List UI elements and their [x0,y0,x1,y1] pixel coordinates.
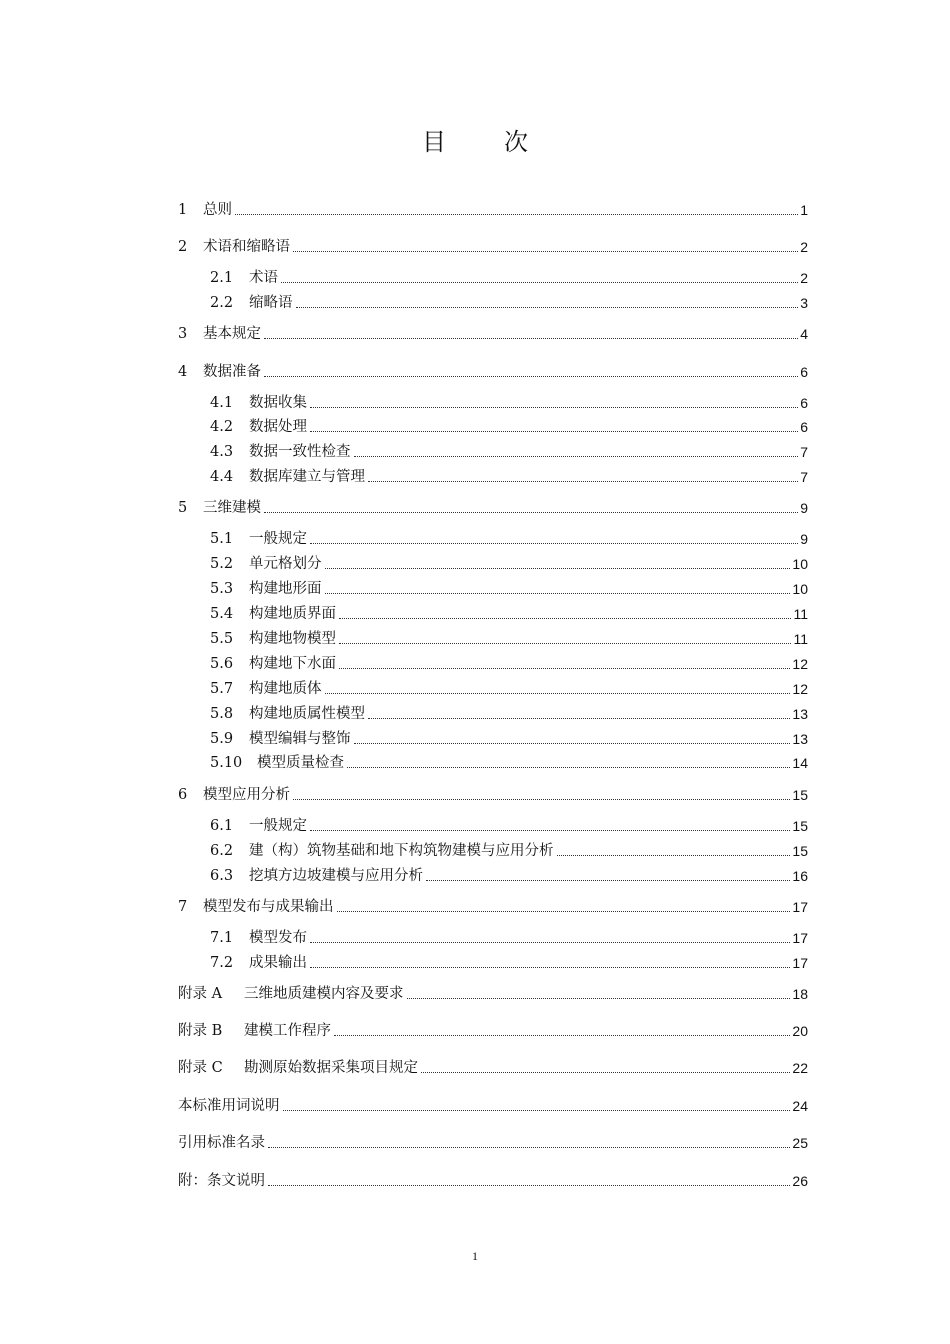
toc-entry-page: 7 [800,444,808,460]
toc-entry[interactable] [178,1058,808,1078]
toc-entry-page: 17 [792,930,808,946]
toc-entry-label: 总则 [203,202,232,218]
toc-entry-number: 7.2 [210,955,234,971]
toc-entry-label: 数据收集 [249,395,307,411]
toc-entry-page: 26 [792,1173,808,1189]
toc-entry-page: 2 [800,239,808,255]
toc-entry[interactable] [178,785,808,805]
toc-entry-label: 构建地质体 [249,681,322,697]
toc-entry-page: 4 [800,326,808,342]
toc-entry[interactable] [210,729,808,749]
toc-entry[interactable] [210,654,808,674]
toc-entry-page: 7 [800,469,808,485]
toc-entry-page: 15 [792,787,808,803]
toc-entry[interactable] [210,953,808,973]
toc-leader-dots [354,742,791,744]
toc-entry-label: 勘测原始数据采集项目规定 [244,1060,418,1076]
toc-entry-number: 5.8 [210,706,234,722]
toc-entry[interactable] [178,362,808,382]
toc-entry-number: 2.1 [210,270,234,286]
toc-entry[interactable] [210,841,808,861]
toc-entry[interactable] [178,1133,808,1153]
toc-entry-page: 10 [792,556,808,572]
toc-leader-dots [264,511,798,513]
page-number: 1 [472,1249,478,1263]
toc-leader-dots [235,213,798,215]
toc-entry-page: 6 [800,419,808,435]
toc-entry-page: 24 [792,1098,808,1114]
toc-entry-number: 4.3 [210,444,234,460]
title-char-1: 目 [422,128,446,156]
toc-entry-number: 5.7 [210,681,234,697]
toc-entry-label: 数据库建立与管理 [249,469,365,485]
toc-leader-dots [268,1146,790,1148]
toc-entry-label: 术语和缩略语 [203,239,290,255]
toc-leader-dots [339,667,790,669]
toc-leader-dots [310,829,790,831]
toc-leader-dots [368,480,798,482]
toc-entry[interactable] [210,393,808,413]
toc-entry[interactable] [210,629,808,649]
toc-entry-label: 缩略语 [249,295,293,311]
toc-entry-label: 引用标准名录 [178,1135,265,1151]
toc-entry-number: 附录 A [178,986,223,1002]
toc-entry[interactable] [178,498,808,518]
toc-entry[interactable] [210,604,808,624]
toc-entry-number: 6 [178,787,188,803]
toc-leader-dots [347,766,790,768]
toc-entry-label: 构建地下水面 [249,656,336,672]
toc-leader-dots [426,879,790,881]
toc-entry[interactable] [210,704,808,724]
toc-entry-page: 11 [793,606,808,622]
toc-entry-page: 3 [800,295,808,311]
toc-entry[interactable] [210,816,808,836]
toc-leader-dots [296,306,799,308]
toc-entry-page: 15 [792,843,808,859]
toc-entry[interactable] [178,897,808,917]
toc-entry-label: 数据准备 [203,364,261,380]
toc-entry-page: 18 [792,986,808,1002]
toc-entry-number: 5.4 [210,606,234,622]
toc-entry-label: 模型发布与成果输出 [203,899,334,915]
toc-entry-page: 25 [792,1135,808,1151]
toc-leader-dots [339,617,791,619]
toc-entry-page: 2 [800,270,808,286]
toc-entry-number: 1 [178,202,188,218]
toc-leader-dots [339,642,791,644]
toc-entry[interactable] [178,324,808,344]
toc-leader-dots [557,854,791,856]
toc-entry-number: 5.1 [210,531,234,547]
toc-leader-dots [293,798,790,800]
toc-entry-number: 4.1 [210,395,234,411]
toc-leader-dots [407,997,791,999]
toc-entry-page: 10 [792,581,808,597]
toc-entry[interactable] [178,1096,808,1116]
toc-entry-label: 构建地物模型 [249,631,336,647]
toc-entry[interactable] [210,529,808,549]
toc-entry-label: 数据一致性检查 [249,444,351,460]
toc-entry-label: 一般规定 [249,531,307,547]
toc-leader-dots [264,337,798,339]
title-char-2: 次 [504,128,528,156]
toc-entry-number: 4.2 [210,419,234,435]
toc-entry-number: 5.3 [210,581,234,597]
toc-entry-page: 1 [800,202,808,218]
toc-entry-label: 基本规定 [203,326,261,342]
toc-entry-page: 17 [792,955,808,971]
toc-leader-dots [334,1034,790,1036]
toc-entry[interactable] [210,467,808,487]
toc-entry-number: 7 [178,899,188,915]
toc-entry-number: 7.1 [210,930,234,946]
toc-entry[interactable] [178,200,808,220]
toc-entry[interactable] [210,753,808,773]
toc-entry-page: 9 [800,500,808,516]
toc-entry[interactable] [210,866,808,886]
toc-entry-label: 模型应用分析 [203,787,290,803]
toc-entry-number: 6.3 [210,868,234,884]
toc-entry-label: 单元格划分 [249,556,322,572]
toc-entry-number: 附录 C [178,1060,223,1076]
toc-entry[interactable] [210,268,808,288]
toc-entry-page: 15 [792,818,808,834]
toc-leader-dots [325,567,791,569]
toc-entry-label: 模型质量检查 [257,755,344,771]
toc-entry-label: 模型发布 [249,930,307,946]
toc-entry-label: 一般规定 [249,818,307,834]
toc-leader-dots [310,406,798,408]
toc-entry-number: 3 [178,326,188,342]
toc-leader-dots [354,455,799,457]
toc-entry-number: 4.4 [210,469,234,485]
toc-entry[interactable] [210,554,808,574]
toc-leader-dots [310,430,798,432]
toc-entry-label: 建（构）筑物基础和地下构筑物建模与应用分析 [249,843,554,859]
toc-entry-number: 5.9 [210,731,234,747]
toc-leader-dots [281,281,798,283]
toc-leader-dots [368,717,790,719]
toc-leader-dots [264,375,798,377]
toc-entry-number: 4 [178,364,188,380]
toc-entry[interactable] [178,984,808,1004]
toc-entry-label: 数据处理 [249,419,307,435]
toc-entry-label: 建模工作程序 [244,1023,331,1039]
toc-entry[interactable] [210,442,808,462]
toc-entry-number: 5.5 [210,631,234,647]
toc-leader-dots [310,966,790,968]
toc-entry[interactable] [178,1171,808,1191]
toc-entry-number: 6.2 [210,843,234,859]
toc-entry-page: 11 [793,631,808,647]
toc-entry-page: 13 [792,706,808,722]
toc-entry-page: 6 [800,395,808,411]
toc-entry-label: 模型编辑与整饰 [249,731,351,747]
toc-entry-number: 5.6 [210,656,234,672]
toc-entry-page: 12 [792,681,808,697]
toc-entry-page: 9 [800,531,808,547]
toc-entry-label: 构建地质属性模型 [249,706,365,722]
toc-leader-dots [337,910,791,912]
toc-leader-dots [268,1184,790,1186]
toc-entry-label: 三维建模 [203,500,261,516]
toc-leader-dots [325,692,791,694]
toc-entry-page: 13 [792,731,808,747]
toc-entry-label: 三维地质建模内容及要求 [244,986,404,1002]
toc-leader-dots [293,250,798,252]
toc-leader-dots [310,941,790,943]
toc-leader-dots [283,1109,791,1111]
toc-entry-label: 术语 [249,270,278,286]
toc-entry-number: 2.2 [210,295,234,311]
toc-entry-number: 6.1 [210,818,234,834]
toc-leader-dots [421,1071,790,1073]
toc-entry-page: 6 [800,364,808,380]
toc-entry[interactable] [210,679,808,699]
toc-entry-label: 附：条文说明 [178,1173,265,1189]
toc-entry-label: 挖填方边坡建模与应用分析 [249,868,423,884]
toc-entry-page: 14 [792,755,808,771]
toc-entry[interactable] [210,417,808,437]
toc-entry-page: 16 [792,868,808,884]
toc-entry[interactable] [210,579,808,599]
toc-entry-number: 5.10 [210,755,243,771]
toc-entry-page: 17 [792,899,808,915]
toc-entry-page: 12 [792,656,808,672]
toc-entry[interactable] [210,293,808,313]
toc-entry-number: 2 [178,239,188,255]
toc-leader-dots [310,542,798,544]
toc-entry-number: 附录 B [178,1023,223,1039]
toc-entry-label: 构建地质界面 [249,606,336,622]
toc-entry[interactable] [178,1021,808,1041]
toc-entry-page: 22 [792,1060,808,1076]
toc-leader-dots [325,592,791,594]
toc-entry-number: 5 [178,500,188,516]
toc-entry-label: 本标准用词说明 [178,1098,280,1114]
toc-entry[interactable] [210,928,808,948]
toc-entry-label: 构建地形面 [249,581,322,597]
toc-entry[interactable] [178,237,808,257]
toc-entry-label: 成果输出 [249,955,307,971]
toc-entry-number: 5.2 [210,556,234,572]
toc-entry-page: 20 [792,1023,808,1039]
